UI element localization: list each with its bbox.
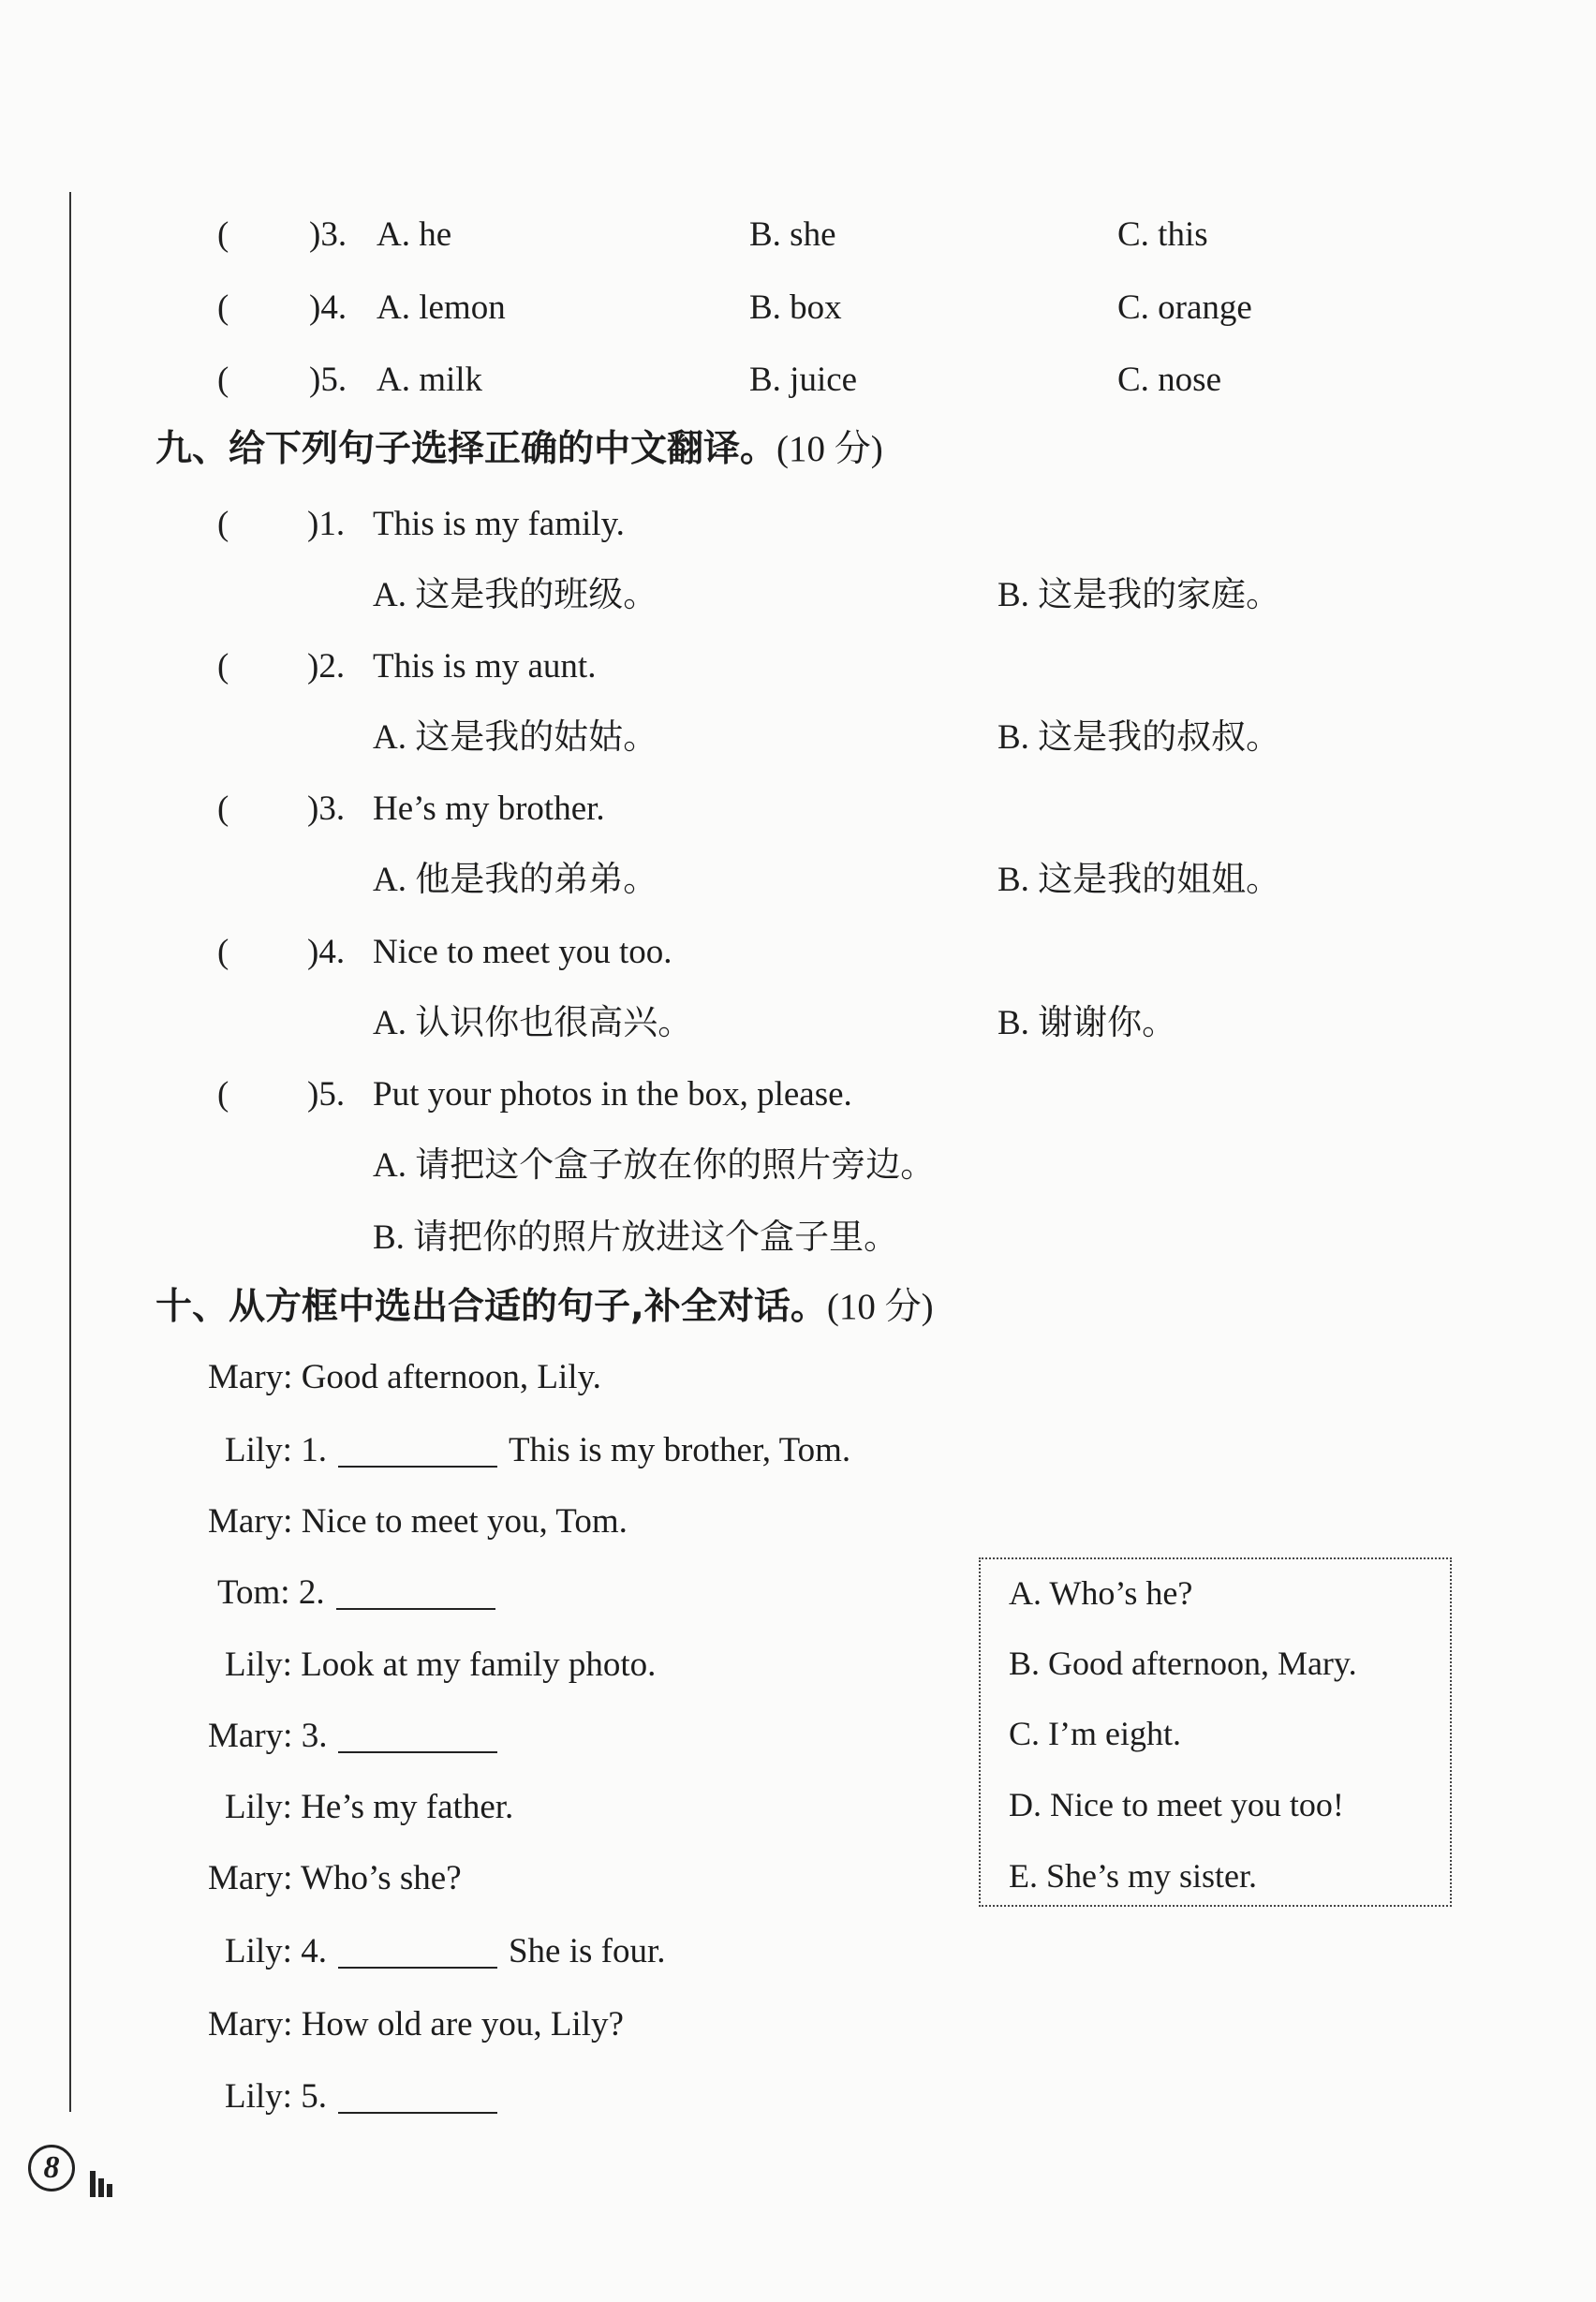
option-b: B. 这是我的家庭。 xyxy=(998,576,1281,614)
line-text: Good afternoon, Lily. xyxy=(301,1358,601,1396)
option-a: A. lemon xyxy=(377,288,506,327)
section9-heading xyxy=(155,428,883,470)
dialogue-line xyxy=(225,1647,656,1682)
margin-line xyxy=(69,192,71,2112)
option-a: A. 认识你也很高兴。 xyxy=(373,1004,693,1042)
option-b: B. 这是我的姐姐。 xyxy=(998,861,1281,899)
blank-number: 4. xyxy=(301,1932,327,1970)
line-text: He’s my father. xyxy=(301,1788,514,1826)
dialogue-line xyxy=(208,1504,628,1539)
answer-paren[interactable]: ( xyxy=(217,1075,229,1114)
answer-paren[interactable]: ( xyxy=(217,789,229,828)
option-c: C. this xyxy=(1117,215,1208,254)
option-b: B. 请把你的照片放进这个盒子里。 xyxy=(373,1218,899,1257)
answer-paren[interactable]: ( xyxy=(217,505,229,543)
option-b: B. box xyxy=(749,288,842,327)
speaker: Mary: xyxy=(208,1717,293,1755)
option-a: A. milk xyxy=(377,361,483,399)
line-text: Look at my family photo. xyxy=(301,1645,657,1684)
dialogue-line xyxy=(208,2007,624,2042)
option-c: C. orange xyxy=(1117,288,1252,327)
line-text: How old are you, Lily? xyxy=(301,2005,624,2044)
dialogue-line xyxy=(217,1575,507,1610)
speaker: Lily: xyxy=(225,1431,292,1469)
dialogue-line xyxy=(208,1360,601,1394)
option-b: B. 这是我的叔叔。 xyxy=(998,718,1281,757)
speaker: Mary: xyxy=(208,1358,293,1396)
speaker: Lily: xyxy=(225,1932,292,1970)
blank-number: 5. xyxy=(301,2077,327,2116)
page-number: 8 xyxy=(28,2145,75,2191)
box-option: A. Who’s he? xyxy=(1009,1574,1193,1612)
answer-paren[interactable]: ( xyxy=(217,361,229,399)
line-text: Nice to meet you, Tom. xyxy=(301,1502,628,1541)
bars-icon xyxy=(90,2171,115,2197)
line-text: Who’s she? xyxy=(301,1859,462,1897)
option-box xyxy=(979,1557,1452,1907)
item-number: )1. xyxy=(307,505,346,543)
option-a: A. he xyxy=(377,215,452,254)
question-text: Nice to meet you too. xyxy=(373,933,672,971)
option-a: A. 这是我的班级。 xyxy=(373,576,658,614)
dialogue-line xyxy=(208,1861,462,1896)
box-option: B. Good afternoon, Mary. xyxy=(1009,1645,1357,1682)
question-text: This is my family. xyxy=(373,505,625,543)
item-number: )2. xyxy=(307,647,346,686)
option-a: A. 请把这个盒子放在你的照片旁边。 xyxy=(373,1146,936,1185)
section9-score: (10 分) xyxy=(776,429,883,469)
dialogue-line xyxy=(225,2079,509,2114)
answer-blank[interactable] xyxy=(338,1723,497,1753)
section10-score: (10 分) xyxy=(826,1287,934,1327)
option-c: C. nose xyxy=(1117,361,1221,399)
dialogue-line xyxy=(225,1934,665,1969)
dialogue-line xyxy=(225,1790,513,1824)
blank-number: 3. xyxy=(301,1717,328,1755)
box-option: D. Nice to meet you too! xyxy=(1009,1786,1344,1823)
item-number: )3. xyxy=(309,215,347,254)
blank-number: 1. xyxy=(301,1431,327,1469)
blank-number: 2. xyxy=(298,1573,325,1612)
item-number: )4. xyxy=(309,288,347,327)
speaker: Mary: xyxy=(208,2005,293,2044)
item-number: )5. xyxy=(309,361,347,399)
speaker: Lily: xyxy=(225,1645,292,1684)
answer-blank[interactable] xyxy=(338,1939,497,1969)
option-a: A. 这是我的姑姑。 xyxy=(373,718,658,757)
answer-paren[interactable]: ( xyxy=(217,215,229,254)
section10-heading xyxy=(155,1286,934,1328)
item-number: )5. xyxy=(307,1075,346,1114)
answer-paren[interactable]: ( xyxy=(217,647,229,686)
box-option: C. I’m eight. xyxy=(1009,1715,1181,1752)
speaker: Mary: xyxy=(208,1859,293,1897)
speaker: Lily: xyxy=(225,2077,292,2116)
answer-blank[interactable] xyxy=(336,1580,495,1610)
line-text: She is four. xyxy=(508,1932,666,1970)
dialogue-line xyxy=(208,1719,509,1753)
question-text: He’s my brother. xyxy=(373,789,605,828)
option-b: B. 谢谢你。 xyxy=(998,1004,1177,1042)
item-number: )3. xyxy=(307,789,346,828)
line-text: This is my brother, Tom. xyxy=(508,1431,851,1469)
question-text: This is my aunt. xyxy=(373,647,597,686)
section9-title: 九、给下列句子选择正确的中文翻译。 xyxy=(155,428,777,470)
answer-paren[interactable]: ( xyxy=(217,288,229,327)
speaker: Lily: xyxy=(225,1788,292,1826)
answer-paren[interactable]: ( xyxy=(217,933,229,971)
option-b: B. she xyxy=(749,215,836,254)
question-text: Put your photos in the box, please. xyxy=(373,1075,852,1114)
dialogue-line xyxy=(225,1433,850,1468)
item-number: )4. xyxy=(307,933,346,971)
speaker: Mary: xyxy=(208,1502,293,1541)
speaker: Tom: xyxy=(217,1573,290,1612)
option-b: B. juice xyxy=(749,361,858,399)
answer-blank[interactable] xyxy=(338,1438,497,1468)
option-a: A. 他是我的弟弟。 xyxy=(373,861,658,899)
box-option: E. She’s my sister. xyxy=(1009,1857,1258,1895)
answer-blank[interactable] xyxy=(338,2084,497,2114)
section10-title: 十、从方框中选出合适的句子,补全对话。 xyxy=(155,1286,827,1328)
